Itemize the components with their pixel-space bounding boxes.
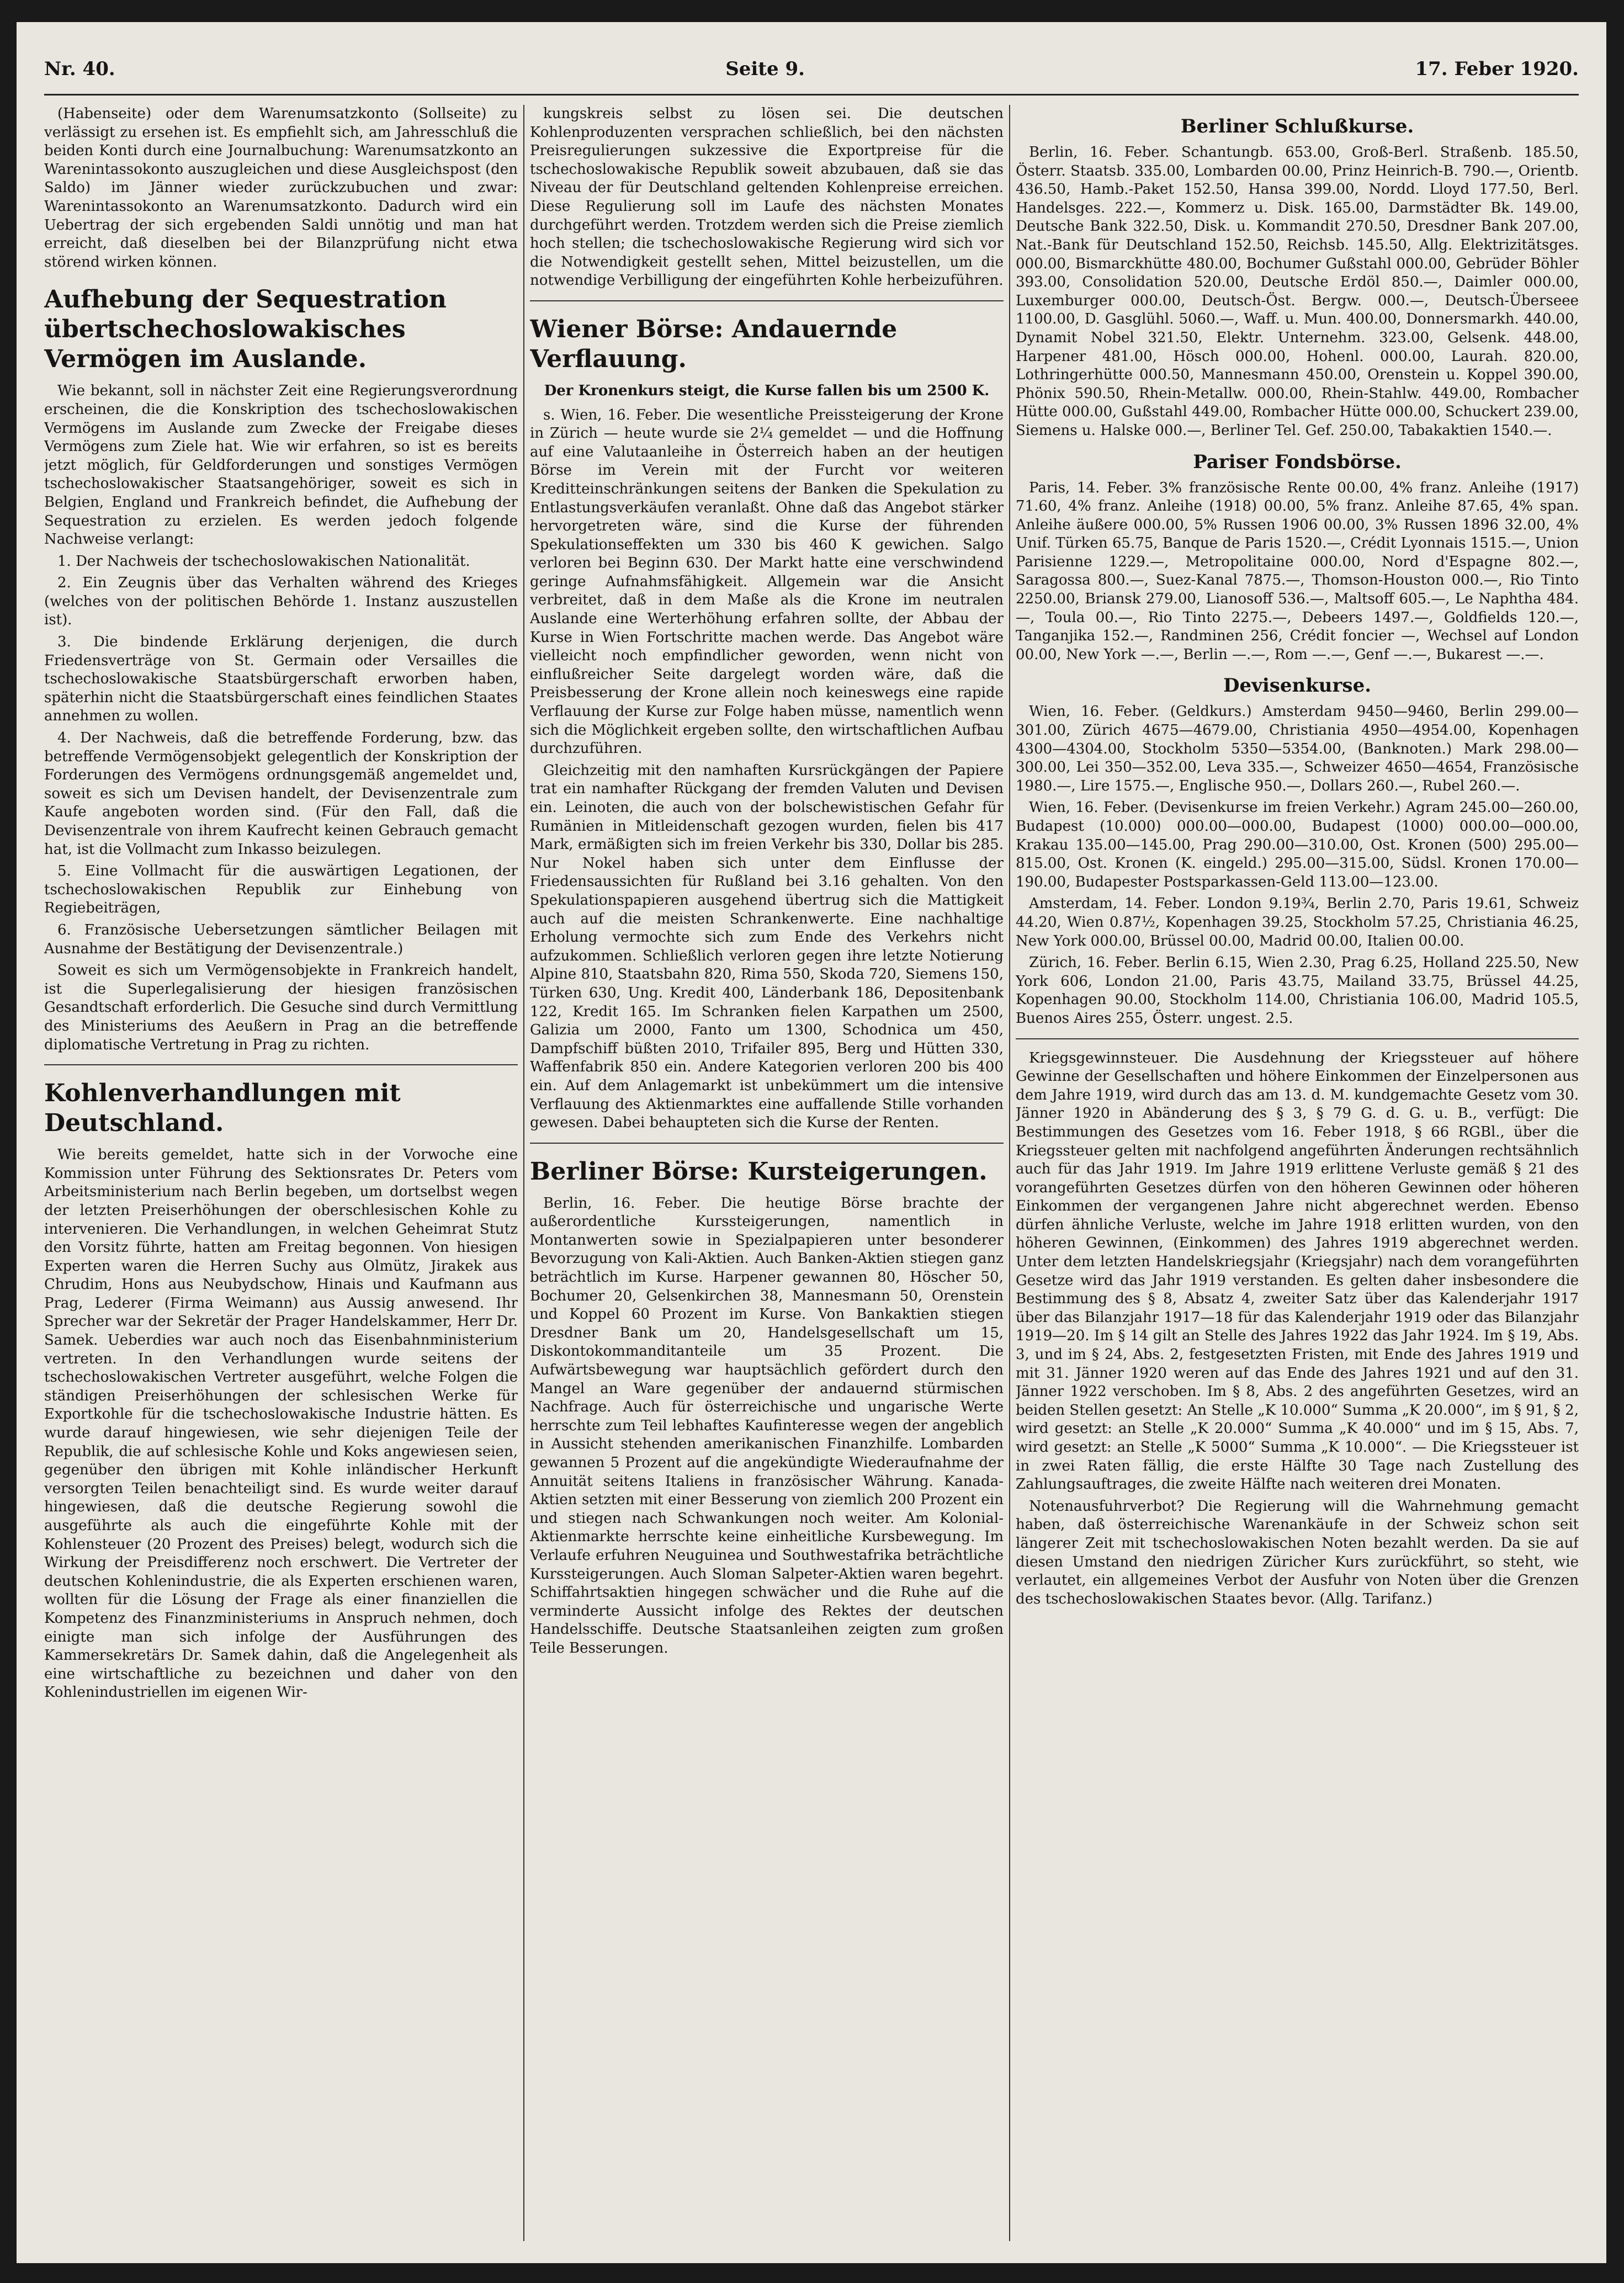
article-continuation: kungskreis selbst zu lösen sei. Die deutschen Kohlenproduzenten versprachen schließlich, bei den nächsten Preisregulierungen sukzessive die Exportpreise für die tschechoslowakische Republik soweit abzubauen, daß sie das Niveau der für Deutschland geltenden Kohlenpreise erreichen. Diese Regulierung soll im Laufe des nächsten Monates durchgeführt werden. Trotzdem werden sich die Preise ziemlich hoch stellen; die tschechoslowakische Regierung wird sich vor die Notwendigkeit gestellt sehen, Mittel beizustellen, um die notwendige Verbilligung der eingeführten Kohle herbeizuführen. [530,105,1004,289]
article-paragraph: Wie bereits gemeldet, hatte sich in der Vorwoche eine Kommission unter Führung des Sektionsrates Dr. Peters vom Arbeitsministerium nach Berlin begeben, um dortselbst wegen der letzten Preiserhöhungen der oberschlesischen Kohle zu intervenieren. Die Verhandlungen, in welchen Geheimrat Stutz den Vorsitz führte, hatten am Freitag begonnen. Von hiesigen Experten waren die Herren Suchy aus Olmütz, Jirakek aus Chrudim, Hons aus Neubydschow, Hinais und Kaufmann aus Prag, Lederer (Firma Weimann) aus Aussig anwesend. Ihr Sprecher war der Sekretär der Prager Handelskammer, Herr Dr. Samek. Ueberdies war auch noch das Eisenbahnministerium vertreten. In den Verhandlungen wurde seitens der tschechoslowakischen Vertreter ausgeführt, welche Folgen die ständigen Preiserhöhungen der schlesischen Werke für Exportkohle für die tschechoslowakische Industrie hätten. Es wurde darauf hingewiesen, wie sehr diejenigen Teile der Republik, die auf schlesische Kohle und Koks angewiesen seien, gegenüber den übrigen mit Kohle inländischer Herkunft versorgten Teilen benachteiligt sind. Es wurde weiter darauf hingewiesen, daß die deutsche Regierung sowohl die ausgeführte als auch die eingeführte Kohle mit der Kohlensteuer (20 Prozent des Preises) belegt, wodurch sich die Wirkung der Preisdifferenz noch erschwert. Die Vertreter der deutschen Kohlenindustrie, die als Experten erschienen waren, wollten für die Lösung der Frage als einer finanziellen die Kompetenz des Finanzministeriums in Anspruch nehmen, doch einigte man sich infolge der Ausführungen des Kammersekretärs Dr. Samek dahin, daß die Angelegenheit als eine wirtschaftliche zu bezeichnen und daher von den Kohlenindustriellen im eigenen Wir- [44,1146,518,1701]
market-listing: Berlin, 16. Feber. Schantungb. 653.00, Groß-Berl. Straßenb. 185.50, Österr. Staatsb. 335.00, Lombarden 00.00, Prinz Heinrich-B. 790.—, Orientb. 436.50, Hamb.-Paket 152.50, Hansa 399.00, Nordd. Lloyd 177.50, Berl. Handelsges. 222.—, Kommerz u. Disk. 165.00, Darmstädter Bk. 149.00, Deutsche Bank 322.50, Disk. u. Kommandit 270.50, Dresdner Bank 207.00, Nat.-Bank für Deutschland 152.50, Reichsb. 145.50, Allg. Elektrizitätsges. 000.00, Bismarckhütte 480.00, Bochumer Gußstahl 000.00, Gebrüder Böhler 393.00, Consolidation 520.00, Deutsche Erdöl 850.—, Daimler 000.00, Luxemburger 000.00, Deutsch-Öst. Bergw. 000.—, Deutsch-Überseee 1100.00, D. Gasglühl. 5060.—, Waff. u. Mun. 400.00, Donnersmarkh. 440.00, Dynamit Nobel 321.50, Elektr. Unternehm. 323.00, Gelsenk. 448.00, Harpener 481.00, Hösch 000.00, Hohenl. 000.00, Laurah. 820.00, Lothringerhütte 000.50, Mannesmann 450.00, Orenstein u. Koppel 390.00, Phönix 590.50, Rhein-Metallw. 000.00, Rhein-Stahlw. 449.00, Rombacher Hütte 000.00, Gußstahl 449.00, Rombacher Hütte 000.00, Schuckert 239.00, Siemens u. Halske 000.—, Berliner Tel. Gef. 250.00, Tabakaktien 1540.—. [1016,144,1579,439]
issue-number: Nr. 40. [44,58,115,80]
divider [44,1064,518,1065]
section-headline: Pariser Fondsbörse. [1193,450,1402,473]
market-listing: Paris, 14. Feber. 3% französische Rente 00.00, 4% franz. Anleihe (1917) 71.60, 4% franz. Anleihe (1918) 00.00, 5% franz. Anleihe 87.65, 4% span. Anleihe äußere 000.00, 5% Russen 1906 00.00, 3% Russen 1896 32.00, 4% Unif. Türken 65.75, Banque de Paris 1520.—, Crédit Lyonnais 1515.—, Union Parisienne 1229.—, Metropolitaine 000.00, Nord d'Espagne 802.—, Saragossa 800.—, Suez-Kanal 7875.—, Thomson-Houston 000.—, Rio Tinto 2250.00, Briansk 279.00, Lianosoff 536.—, Maltsoff 605.—, Le Naphtha 484.—, Toula 00.—, Rio Tinto 2275.—, Debeers 1497.—, Goldfields 120.—, Tanganjika 152.—, Randminen 256, Crédit foncier —, Wechsel auf London 00.00, New York —.—, Berlin —.—, Rom —.—, Genf —.—, Bukarest —.—. [1016,479,1579,663]
article-paragraph: s. Wien, 16. Feber. Die wesentliche Preissteigerung der Krone in Zürich — heute wurde sie 2¼ gemeldet — und die Hoffnung auf eine Valutaanleihe in Österreich haben an der heutigen Börse im Verein mit der Furcht vor weiteren Kreditteinschränkungen seitens der Banken die Spekulation zu Entlastungsverkäufen veranlaßt. Ohne daß das Angebot stärker hervorgetreten wäre, sind die Kurse der führenden Spekulationseffekten um 330 bis 460 K gewichen. Salgo verloren bei Beginn 630. Der Markt hatte eine verschwindend geringe Aufnahmsfähigkeit. Allgemein war die Ansicht verbreitet, daß in dem Maße als die Krone im neutralen Auslande eine Werterhöhung erfahren sollte, der Abbau der Kurse in Wien Fortschritte machen werde. Das Angebot wäre vielleicht noch empfindlicher geworden, wenn nicht von einflußreicher Seite dargelegt worden wäre, daß die Preisbesserung der Krone allein noch keineswegs eine rapide Verflauung der Kurse zur Folge haben müsse, namentlich wenn sich die Möglichkeit ergeben sollte, den wirtschaftlichen Aufbau durchzuführen. [530,406,1004,757]
page-number: Seite 9. [725,58,805,80]
market-listing: Wien, 16. Feber. (Devisenkurse im freien Verkehr.) Agram 245.00—260.00, Budapest (10.000) 000.00—000.00, Budapest (1000) 000.00—000.00, Krakau 135.00—145.00, Prag 290.00—310.00, Ost. Kronen (500) 295.00—815.00, Ost. Kronen (K. eingeld.) 295.00—315.00, Südsl. Kronen 170.00—190.00, Budapester Postsparkassen-Geld 113.00—123.00. [1016,799,1579,890]
article-headline: Wiener Börse: Andauernde Verflauung. [530,315,898,373]
list-item: 2. Ein Zeugnis über das Verhalten während des Krieges (welches von der politischen Behörde 1. Instanz auszustellen ist). [44,575,518,629]
section-headline: Berliner Schlußkurse. [1180,115,1414,137]
newspaper-page [17,22,1606,2263]
article-paragraph: Soweit es sich um Vermögensobjekte in Frankreich handelt, ist die Superlegalisierung der hiesigen französischen Gesandtschaft erforderlich. Die Gesuche sind durch Vermittlung des Ministeriums des Aeußern in Prag an die betreffende diplomatische Vertretung in Prag zu richten. [44,962,518,1053]
divider [530,1143,1004,1144]
column-1 [44,105,518,2241]
market-listing: Wien, 16. Feber. (Geldkurs.) Amsterdam 9450—9460, Berlin 299.00—301.00, Zürich 4675—4679.00, Christiania 4950—4954.00, Kopenhagen 4300—4304.00, Stockholm 5350—5354.00, (Banknoten.) Mark 298.00—300.00, Lei 350—352.00, Leva 335.—, Schweizer 4650—4654, Französische 1980.—, Lire 1575.—, Englische 950.—, Dollars 260.—, Rubel 260.—. [1016,703,1579,794]
column-rule [1009,105,1010,2241]
issue-date: 17. Feber 1920. [1415,58,1579,80]
list-item: 5. Eine Vollmacht für die auswärtigen Legationen, der tschechoslowakischen Republik zur Einhebung von Regiebeiträgen, [44,863,518,917]
article-paragraph: Kriegsgewinnsteuer. Die Ausdehnung der Kriegssteuer auf höhere Gewinne der Gesellschaften und höhere Einkommen der Einzelpersonen aus dem Jahre 1919, wird durch das am 13. d. M. kundgemachte Gesetz vom 30. Jänner 1920 in Abänderung des § 3, § 79 G. d. G. u. B., verfügt: Die Bestimmungen des Gesetzes vom 16. Feber 1918, § 66 RGBl., über die Kriegssteuer gelten mit nachfolgend angeführten Änderungen rechtsähnlich auch für das Jahr 1919. Im Jahre 1919 erlittene Verluste gemäß § 21 des vorangeführten Gesetzes dürfen von den höheren Gewinnen oder höheren Einkommen der vergangenen Jahre nicht abgerechnet werden. Ebenso dürfen ähnliche Verluste, welche im Jahre 1918 erlitten wurden, von den höheren Gewinnen, (Einkommen) des Jahres 1919 abgerechnet werden. Unter dem letzten Handelskriegsjahr (Kriegsjahr) nach dem vorangeführten Gesetze wird das Jahr 1919 verstanden. Es gelten daher insbesondere die Bestimmung des § 8, Absatz 4, zweiter Satz über das Kalenderjahr 1917 über das Bilanzjahr 1917—18 für das Kalenderjahr 1919 oder das Bilanzjahr 1919—20. Im § 14 gilt an Stelle des Jahres 1922 das Jahr 1924. Im § 19, Abs. 3, und im § 24, Abs. 2, festgesetzten Fristen, mit Ende des Jahres 1919 und mit 31. Jänner 1920 weren auf das Ende des Jahres 1921 und auf den 31. Jänner 1922 verschoben. Im § 8, Abs. 2 des angeführten Gesetzes, wird an beiden Stellen gesetzt: An Stelle „K 10.000“ Summa „K 20.000“, im § 91, § 2, wird gesetzt: an Stelle „K 20.000“ Summa „K 40.000“ und im § 15, Abs. 7, wird gesetzt: an Stelle „K 5000“ Summa „K 10.000“. — Die Kriegssteuer ist in zwei Raten fällig, die erste Hälfte 30 Tage nach Zustellung des Zahlungsauftrages, die zweite Hälfte nach weiteren drei Monaten. [1016,1049,1579,1493]
article-headline: Berliner Börse: Kursteigerungen. [530,1157,988,1186]
page-header [44,44,1579,95]
article-continuation: (Habenseite) oder dem Warenumsatzkonto (Sollseite) zu verlässigt zu ersehen ist. Es empfiehlt sich, am Jahresschluß die beiden Konti durch eine Journalbuchung: Warenumsatzkonto an Warenintassokonto auszugleichen und diese Ausgleichspost (den Saldo) im Jänner wieder zurückzubuchen und zwar: Warenintassokonto an Warenumsatzkonto. Dadurch wird ein Uebertrag der sich ergebenden Saldi unnötig und man hat erreicht, daß dieselben bei der Bilanzprüfung nicht etwa störend wirken können. [44,105,518,270]
column-rule [523,105,524,2241]
column-2 [530,105,1004,2241]
list-item: 6. Französische Uebersetzungen sämtlicher Beilagen mit Ausnahme der Bestätigung der Devisenzentrale.) [44,921,518,957]
article-paragraph: Wie bekannt, soll in nächster Zeit eine Regierungsverordnung erscheinen, die die Konskription des tschechoslowakischen Vermögens im Auslande zum Zwecke der Freigabe dieses Vermögens zum Ziele hat. Wie wir erfahren, so ist es bereits jetzt möglich, für Geldforderungen und sonstiges Vermögen tschechoslowakischer Staatsangehöriger, soweit es sich in Belgien, England und Frankreich befindet, die Aufhebung der Sequestration zu erzielen. Es werden jedoch folgende Nachweise verlangt: [44,383,518,548]
divider [1016,1038,1579,1039]
divider [530,300,1004,301]
list-item: 1. Der Nachweis der tschechoslowakischen Nationalität. [57,553,470,570]
article-headline: Kohlenverhandlungen mit Deutschland. [44,1079,401,1138]
article-paragraph: Notenausfuhrverbot? Die Regierung will die Wahrnehmung gemacht haben, daß österreichische Warenankäufe in der Schweiz schon seit längerer Zeit mit tschechoslowakischen Noten bezahlt werden. Da sie auf diesen Umstand den niedrigen Züricher Kurs zurückführt, so steht, wie verlautet, ein allgemeines Verbot der Ausfuhr von Noten über die Grenzen des tschechoslowakischen Staates bevor. (Allg. Tarifanz.) [1016,1498,1579,1607]
list-item: 4. Der Nachweis, daß die betreffende Forderung, bzw. das betreffende Vermögensobjekt gelegentlich der Konskription der Forderungen des Vermögens ordnungsgemäß angemeldet und, soweit es sich um Devisen handelt, der Devisenzentrale zum Kaufe angeboten worden sind. (Für den Fall, daß die Devisenzentrale von ihrem Kaufrecht keinen Gebrauch gemacht hat, ist die Vollmacht zum Inkasso beizulegen. [44,730,518,858]
market-listing: Amsterdam, 14. Feber. London 9.19¾, Berlin 2.70, Paris 19.61, Schweiz 44.20, Wien 0.87½, Kopenhagen 39.25, Stockholm 57.25, Christiania 46.25, New York 000.00, Brüssel 00.00, Madrid 00.00, Italien 00.00. [1016,895,1579,949]
list-item: 3. Die bindende Erklärung derjenigen, die durch Friedensverträge von St. Germain oder Versailles die tschechoslowakische Staatsbürgerschaft erworben haben, späterhin nicht die Staatsbürgerschaft eines feindlichen Staates annehmen zu wollen. [44,634,518,725]
article-subheadline: Der Kronenkurs steigt, die Kurse fallen bis um 2500 K. [544,382,990,399]
market-listing: Zürich, 16. Feber. Berlin 6.15, Wien 2.30, Prag 6.25, Holland 225.50, New York 606, London 21.00, Paris 43.75, Mailand 33.75, Brüssel 44.25, Kopenhagen 90.00, Stockholm 114.00, Christiania 106.00, Madrid 105.5, Buenos Aires 255, Österr. ungest. 2.5. [1016,954,1579,1027]
article-paragraph: Gleichzeitig mit den namhaften Kursrückgängen der Papiere trat ein namhafter Rückgang der fremden Valuten und Devisen ein. Leinoten, die auch von der bolschewistischen Gefahr für Rumänien in Mitleidenschaft gezogen wurden, fielen bis 417 Mark, ermäßigten sich im freien Verkehr bis 330, Dollar bis 285. Nur Nokel haben sich unter dem Einflusse der Friedensaussichten für Rußland bei 3.16 gehalten. Von den Spekulationspapieren ausgehend übertrug sich die Mattigkeit auch auf die meisten Schrankenwerte. Eine nachhaltige Erholung vermochte sich zum Ende des Verkehrs nicht aufzukommen. Schließlich verloren gegen ihre letzte Notierung Alpine 810, Staatsbahn 820, Rima 550, Skoda 720, Siemens 150, Türken 630, Ung. Kredit 400, Länderbank 186, Depositenbank 122, Kredit 165. Im Schranken fielen Karpathen um 2500, Galizia um 2000, Fanto um 1300, Schodnica um 450, Dampfschiff büßten 2010, Trifailer 895, Berg und Hütten 330, Waffenfabrik 850 ein. Andere Kategorien verloren 200 bis 400 ein. Auf dem Anlagemarkt ist unbekümmert um die intensive Verflauung des Aktienmarktes eine auffallende Stille vorhanden gewesen. Dabei behaupteten sich die Kurse der Renten. [530,762,1004,1132]
article-paragraph: Berlin, 16. Feber. Die heutige Börse brachte der außerordentliche Kurssteigerungen, namentlich in Montanwerten sowie in Spezialpapieren unter besonderer Bevorzugung von Kali-Aktien. Auch Banken-Aktien stiegen ganz beträchtlich im Kurse. Harpener gewannen 80, Höscher 50, Bochumer 20, Gelsenkirchen 38, Mannesmann 50, Orenstein und Koppel 60 Prozent im Kurse. Von Bankaktien stiegen Dresdner Bank um 20, Handelsgesellschaft um 15, Diskontokommanditanteile um 35 Prozent. Die Aufwärtsbewegung war hauptsächlich gefördert durch den Mangel an Ware gegenüber der andauernd stürmischen Nachfrage. Auch für österreichische und ungarische Werte herrschte zum Teil lebhaftes Kaufinteresse wegen der angeblich in Aussicht stehenden amerikanischen Finanzhilfe. Lombarden gewannen 5 Prozent auf die angekündigte Wiederaufnahme der Annuität seitens Italiens in französischer Währung. Kanada-Aktien setzten mit einer Besserung von ziemlich 200 Prozent ein und stiegen nach Schwankungen noch weiter. Am Kolonial-Aktienmarkte herrschte keine einheitliche Kursbewegung. Im Verlaufe erfuhren Neuguinea und Southwestafrika beträchtliche Kurssteigerungen. Auch Sloman Salpeter-Aktien waren begehrt. Schiffahrtsaktien hingegen schwächer und die Ruhe auf die verminderte Aussicht infolge des Rektes der deutschen Handelsschiffe. Deutsche Staatsanleihen zeigten zum großen Teile Besserungen. [530,1194,1004,1656]
column-3 [1016,105,1579,2241]
article-headline: Aufhebung der Sequestration übertschechoslowakisches Vermögen im Auslande. [44,285,447,374]
section-headline: Devisenkurse. [1223,675,1372,697]
